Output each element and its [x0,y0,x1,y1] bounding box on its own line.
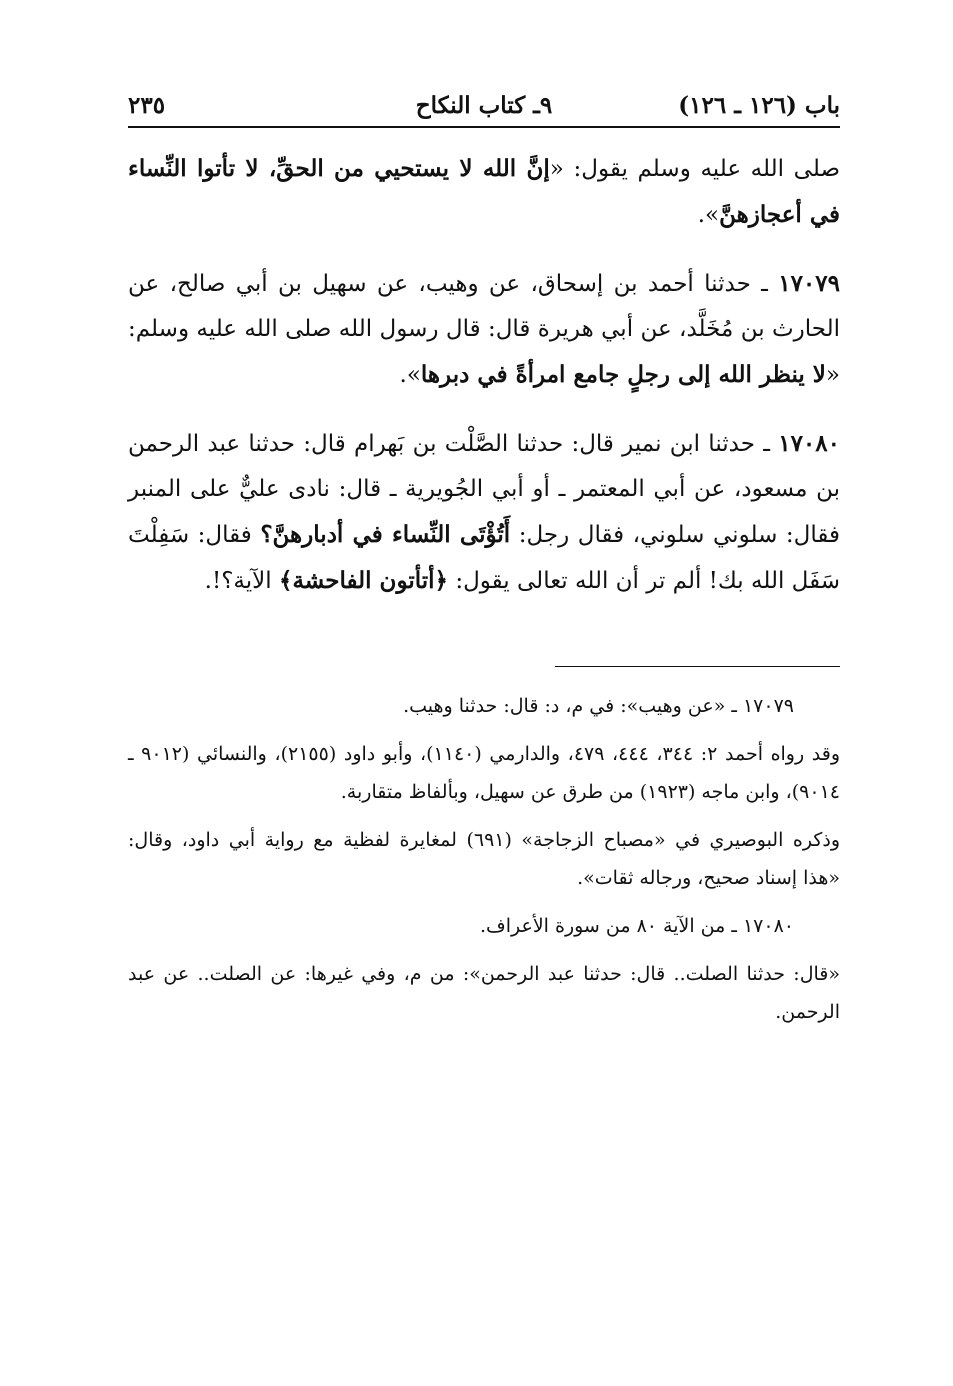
isnad-text: ـ حدثنا ابن نمير قال: حدثنا الصَّلْت بن بَهرام قال: حدثنا عبد الرحمن بن مسعود، عن أبي المعتمر ـ أو أبي الجُويرية ـ قال: نادى عليٌّ على المنبر فقال: سلوني سلوني، فقال رجل: [128,431,840,548]
chapter-range: باب (١٢٦ ـ ١٢٦) [678,92,840,119]
text-run: صلى الله عليه وسلم يقول: « [549,156,840,182]
footnote-sources: وقد رواه أحمد ٢: ٣٤٤، ٤٤٤، ٤٧٩، والدارمي (١١٤٠)، وأبو داود (٢١٥٥)، والنسائي (٩٠١٢ ـ ٩٠١٤)، وابن ماجه (١٩٢٣) من طرق عن سهيل، وبألفاظ متقاربة. [128,743,840,803]
hadith-quote: إنَّ الله لا يستحيي من الحقِّ، لا تأتوا النِّساء في أعجازهنَّ [128,155,840,228]
text-run: الآية؟!. [204,568,279,594]
footnotes [128,687,840,1031]
footnote-17079: ١٧٠٧٩ ـ «عن وهيب»: في م، د: قال: حدثنا وهيب. [403,695,794,717]
page-number: ٢٣٥ [128,92,166,119]
footnote-busiri: وذكره البوصيري في «مصباح الزجاجة» (٦٩١) لمغايرة لفظية مع رواية أبي داود، وقال: «هذا إسناد صحيح، ورجاله ثقات». [128,829,840,889]
paragraph-continuation [128,146,840,238]
book-title: ٩ـ كتاب النكاح [415,92,553,119]
main-text [128,146,840,604]
hadith-17080 [128,421,840,604]
hadith-quote: لا ينظر الله إلى رجلٍ جامع امرأةً في دبرها [420,361,826,388]
isnad-text: ـ حدثنا أحمد بن إسحاق، عن وهيب، عن سهيل بن أبي صالح، عن الحارث بن مُخَلَّد، عن أبي هريرة قال: قال رسول الله صلى الله عليه وسلم: « [128,271,840,388]
footnote-divider [555,666,840,667]
text-run: فقال: سَفِلْتَ سَفَل الله بك! ألم تر أن الله تعالى يقول: [128,522,840,594]
quran-quote: ﴿أتأتون الفاحشة﴾ [278,567,449,594]
text-run: ». [399,362,421,388]
running-header [128,80,840,128]
hadith-number: ١٧٠٨٠ [778,430,840,457]
question-quote: أَتُؤْتَى النِّساء في أدبارهنَّ؟ [260,521,511,548]
footnote-variant: «قال: حدثنا الصلت.. قال: حدثنا عبد الرحمن»: من م، وفي غيرها: عن الصلت.. عن عبد الرحمن. [128,963,840,1023]
footnote-17080: ١٧٠٨٠ ـ من الآية ٨٠ من سورة الأعراف. [480,915,794,937]
hadith-17079 [128,261,840,398]
hadith-number: ١٧٠٧٩ [778,270,840,297]
text-run: ». [697,202,720,228]
book-page [128,80,840,1041]
